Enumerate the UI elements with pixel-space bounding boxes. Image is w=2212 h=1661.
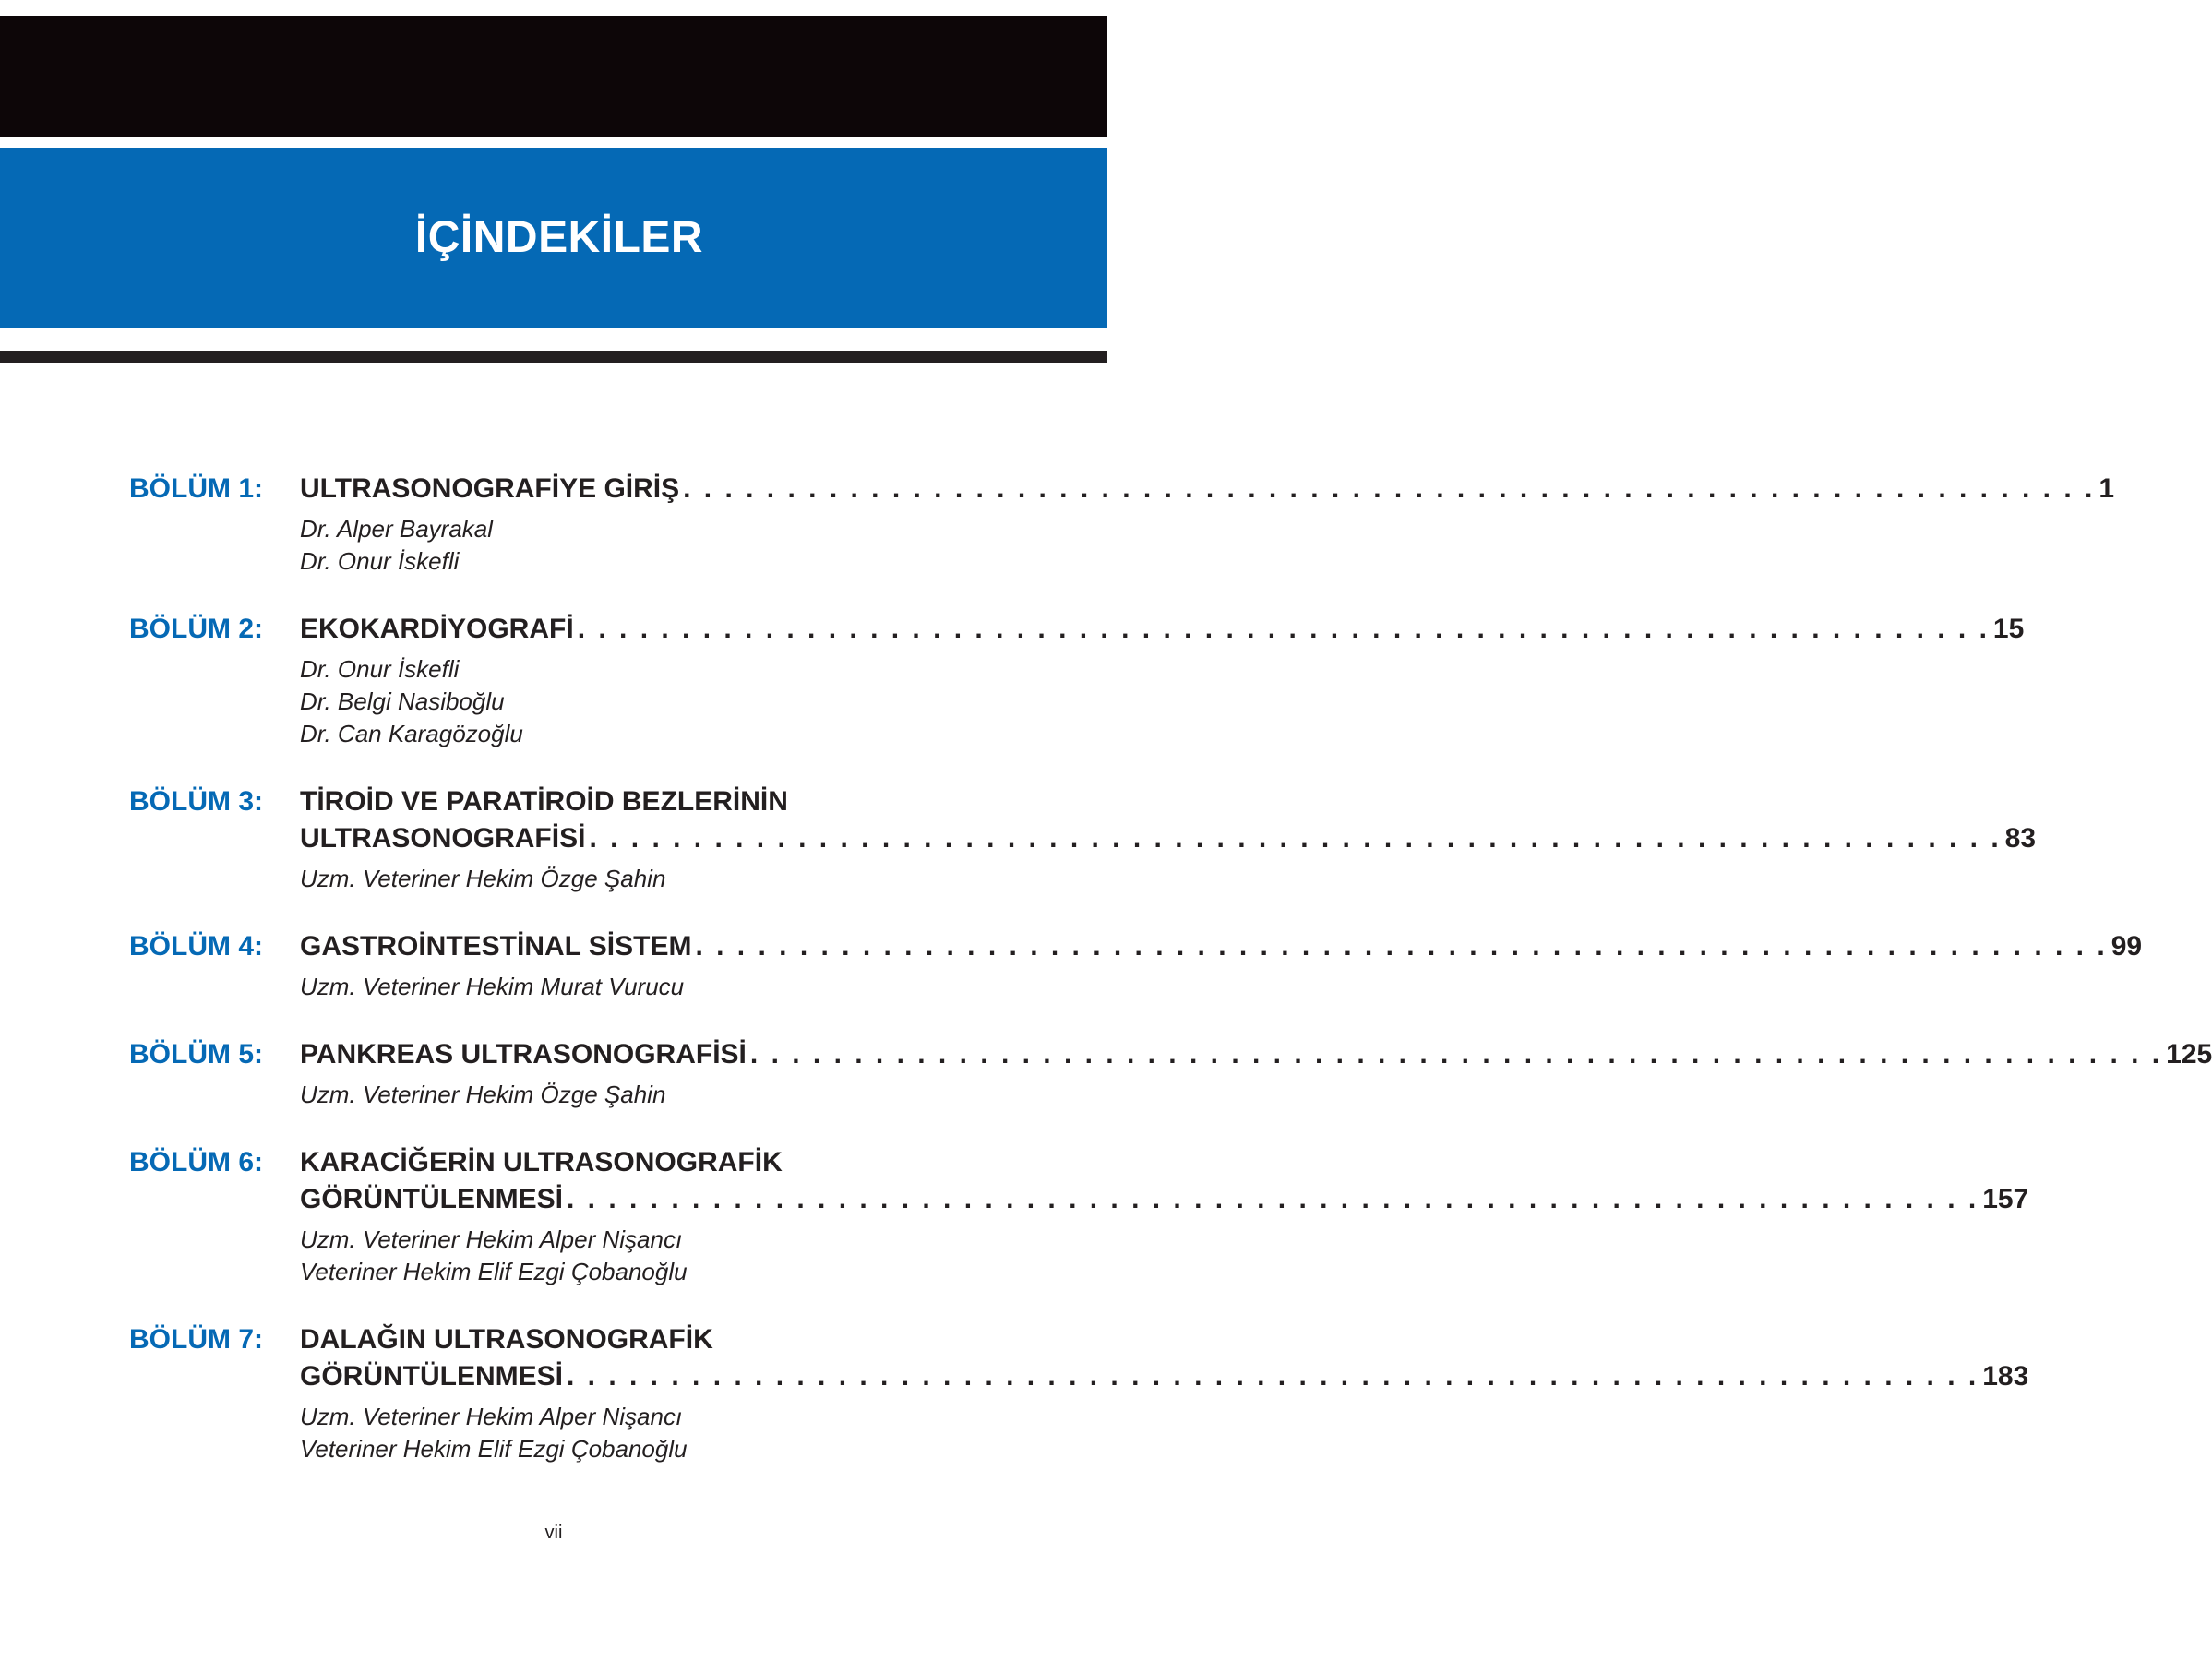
chapter-label: BÖLÜM 5: [129,1039,263,1069]
dot-leader: . . . . . . . . . . . . . . . . . . . . . . . . . . . . . . . . . . . . . . . . . . . . . . . . . . . . . . . . . . . . . . . . . . . . [567,1184,1979,1214]
chapter-page-number: 183 [1982,1361,2029,1392]
header-black-bar [0,16,1107,137]
dot-leader: . . . . . . . . . . . . . . . . . . . . . . . . . . . . . . . . . . . . . . . . . . . . . . . . . . . . . . . . . . . . . . . . . . . . [683,473,2096,504]
chapter-title: ULTRASONOGRAFİYE GİRİŞ [300,473,680,504]
chapter-author: Dr. Onur İskefli [300,547,460,575]
chapter-author: Veteriner Hekim Elif Ezgi Çobanoğlu [300,1258,688,1285]
chapter-page-number: 125 [2166,1039,2212,1069]
chapter-label: BÖLÜM 4: [129,931,263,962]
page-title: İÇİNDEKİLER [414,213,704,262]
chapter-title-line[interactable] [300,1321,983,1358]
dot-leader: . . . . . . . . . . . . . . . . . . . . . . . . . . . . . . . . . . . . . . . . . . . . . . . . . . . . . . . . . . . . . . . . . . . . [695,931,2108,962]
chapter-author: Uzm. Veteriner Hekim Özge Şahin [300,865,666,892]
chapter-author: Uzm. Veteriner Hekim Alper Nişancı [300,1403,683,1430]
chapter-title-line[interactable] [300,611,2025,648]
chapter-label: BÖLÜM 6: [129,1147,263,1177]
header-divider [0,351,1107,363]
chapter-page-number: 99 [2110,931,2143,962]
title-banner [0,148,1107,328]
chapter-title-line[interactable] [300,820,2037,857]
chapter-title: TİROİD VE PARATİROİD BEZLERİNİN [300,786,788,817]
chapter-title-line[interactable] [300,1036,2212,1073]
chapter-author: Veteriner Hekim Elif Ezgi Çobanoğlu [300,1435,688,1463]
chapter-author: Dr. Belgi Nasiboğlu [300,687,505,715]
chapter-label: BÖLÜM 1: [129,473,263,504]
chapter-title: EKOKARDİYOGRAFİ [300,614,574,644]
dot-leader: . . . . . . . . . . . . . . . . . . . . . . . . . . . . . . . . . . . . . . . . . . . . . . . . . . . . . . . . . . . . . . . . . . . . [749,1039,2163,1069]
chapter-author: Dr. Can Karagözoğlu [300,720,523,747]
chapter-page-number: 83 [2004,823,2037,854]
dot-leader: . . . . . . . . . . . . . . . . . . . . . . . . . . . . . . . . . . . . . . . . . . . . . . . . . . . . . . . . . . . . . . . . . . . . [589,823,2002,854]
chapter-title: ULTRASONOGRAFİSİ [300,823,586,854]
chapter-title-line[interactable] [300,783,983,820]
chapter-title: GÖRÜNTÜLENMESİ [300,1184,563,1214]
page-number-footer: vii [544,1523,563,1543]
chapter-author: Dr. Alper Bayrakal [300,515,494,543]
chapter-author: Uzm. Veteriner Hekim Alper Nişancı [300,1225,683,1253]
chapter-title-line[interactable] [300,1181,2029,1218]
dot-leader: . . . . . . . . . . . . . . . . . . . . . . . . . . . . . . . . . . . . . . . . . . . . . . . . . . . . . . . . . . . . . . . . . . . . [577,614,1990,644]
chapter-page-number: 157 [1982,1184,2029,1214]
chapter-title: DALAĞIN ULTRASONOGRAFİK [300,1324,713,1355]
chapter-title: KARACİĞERİN ULTRASONOGRAFİK [300,1147,783,1177]
chapter-label: BÖLÜM 3: [129,786,263,817]
chapter-author: Uzm. Veteriner Hekim Özge Şahin [300,1081,666,1108]
chapter-title: GÖRÜNTÜLENMESİ [300,1361,563,1392]
chapter-author: Uzm. Veteriner Hekim Murat Vurucu [300,973,685,1000]
chapter-title: GASTROİNTESTİNAL SİSTEM [300,931,692,962]
chapter-page-number: 15 [1992,614,2025,644]
chapter-label: BÖLÜM 2: [129,614,263,644]
dot-leader: . . . . . . . . . . . . . . . . . . . . . . . . . . . . . . . . . . . . . . . . . . . . . . . . . . . . . . . . . . . . . . . . . . . . [567,1361,1979,1392]
chapter-title: PANKREAS ULTRASONOGRAFİSİ [300,1039,747,1069]
chapter-title-line[interactable] [300,471,2115,508]
chapter-label: BÖLÜM 7: [129,1324,263,1355]
chapter-title-line[interactable] [300,1358,2029,1395]
chapter-page-number: 1 [2098,473,2115,504]
chapter-title-line[interactable] [300,1144,983,1181]
chapter-author: Dr. Onur İskefli [300,655,460,683]
chapter-title-line[interactable] [300,928,2143,965]
